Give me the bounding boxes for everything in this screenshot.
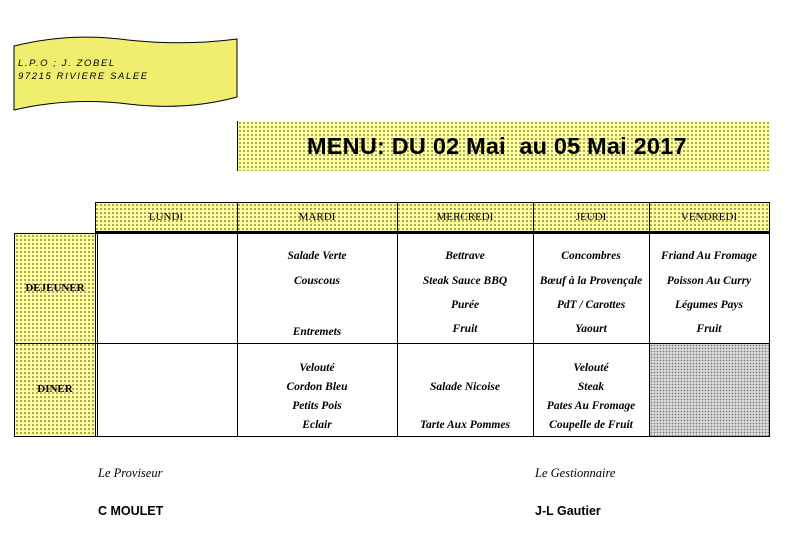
day-header-mardi: MARDI [237, 203, 397, 232]
day-header-lundi: LUNDI [95, 203, 237, 232]
menu-item: Concombres [561, 250, 621, 262]
menu-item: Coupelle de Fruit [549, 419, 633, 431]
menu-item: Salade Nicoise [430, 381, 500, 393]
day-header-vendredi: VENDREDI [649, 203, 769, 232]
menu-item: Velouté [573, 362, 609, 374]
page-title: MENU: DU 02 Mai au 05 Mai 2017 [307, 133, 687, 159]
menu-item: Légumes Pays [674, 299, 744, 311]
proviseur-role: Le Proviseur [98, 466, 163, 480]
row-label-diner: DINER [15, 343, 95, 436]
grid-line-v [95, 202, 96, 437]
grid-line-v [649, 202, 650, 437]
menu-item: Yaourt [575, 323, 607, 335]
menu-item: Couscous [293, 275, 341, 287]
school-banner [0, 0, 250, 112]
menu-item: Fruit [452, 323, 478, 335]
school-name [18, 57, 149, 83]
menu-item: Eclair [302, 419, 332, 431]
menu-item: Poisson Au Curry [666, 275, 752, 287]
grid-line-v [14, 233, 15, 437]
menu-item: Entremets [292, 326, 342, 338]
closed-cell [650, 344, 769, 436]
row-label-dejeuner: DEJEUNER [15, 234, 95, 343]
day-header-jeudi: JEUDI [533, 203, 649, 232]
menu-item: Friand Au Fromage [660, 250, 758, 262]
menu-item: Velouté [299, 362, 335, 374]
grid-line-v [97, 233, 98, 437]
menu-item: Tarte Aux Pommes [420, 419, 510, 431]
menu-item: Cordon Bleu [286, 381, 348, 393]
grid-line-v [769, 202, 770, 437]
gestionnaire-role: Le Gestionnaire [535, 466, 616, 480]
menu-item: Steak [577, 381, 605, 393]
grid-line-v [237, 202, 238, 437]
grid-line-h [14, 343, 770, 344]
menu-item: Fruit [696, 323, 722, 335]
grid-line-v [397, 202, 398, 437]
grid-line-h [95, 202, 770, 203]
menu-item: Bettrave [445, 250, 485, 262]
menu-item: PdT / Carottes [556, 299, 626, 311]
school-line-1: L.P.O ; J. ZOBEL [18, 58, 116, 69]
grid-line-h [14, 233, 770, 234]
grid-line-h [14, 436, 770, 437]
school-line-2: 97215 RIVIERE SALEE [18, 71, 149, 82]
proviseur-name: C MOULET [98, 504, 164, 518]
menu-item: Salade Verte [287, 250, 347, 262]
menu-item: Steak Sauce BBQ [422, 275, 508, 287]
menu-item: Purée [450, 299, 480, 311]
day-header-mercredi: MERCREDI [397, 203, 533, 232]
menu-item: Petits Pois [292, 400, 342, 412]
menu-item: Pates Au Fromage [546, 400, 636, 412]
gestionnaire-name: J-L Gautier [535, 504, 601, 518]
grid-line-v [533, 202, 534, 437]
menu-item: Bœuf à la Provençale [539, 275, 643, 287]
